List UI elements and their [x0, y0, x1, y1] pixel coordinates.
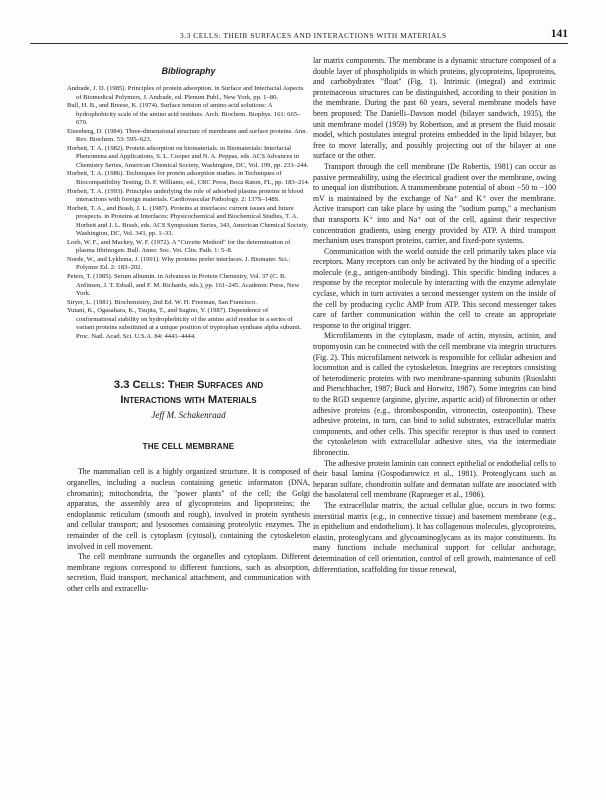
section-heading — [67, 378, 310, 408]
reference-entry: Yutani, K., Ogasahara, K., Tsujita, T., and Sugino, Y. (1987). Dependence of conformational stability on hydrophobicity of the amino acid residue in a series of variant proteins substituted at a unique position of tryptophan synthase alpha subunit. Proc. Natl. Acad. Sci. U.S.A. 84: 4441–4444. — [67, 307, 302, 340]
running-head: 3.3 CELLS: THEIR SURFACES AND INTERACTIONS WITH MATERIALS — [180, 31, 447, 40]
right-body-text — [313, 56, 556, 575]
left-body-text — [67, 467, 310, 594]
body-paragraph: The cell membrane surrounds the organelles and cytoplasm. Different membrane regions correspond to different functions, such as absorption, secretion, fluid transport, mechanical attachment, and communication with other cells and extracellu- — [67, 552, 310, 593]
reference-entry: Horbett, T. A. (1993). Principles underlying the role of adsorbed plasma proteins in blood interactions with foreign materials. Cardiovascular Pathology. 2: 137S–148S. — [67, 187, 304, 204]
bibliography-list — [67, 85, 310, 341]
page-header — [30, 29, 568, 44]
section-heading-line-1: 3.3 Cells: Their Surfaces and — [113, 379, 264, 392]
reference-entry: Horbett, T. A., and Brash, J. L. (1987). Proteins at interfaces: current issues and future prospects. in Proteins at Interfaces: Physicochemical and Biochemical Studies, T. A. Horbett and J. L. Brash, eds. ACS Symposium Series, 343, American Chemical Society, Washington, DC, Vol. 343, pp. 1–33. — [67, 204, 308, 238]
body-paragraph: Transport through the cell membrane (De Robertis, 1981) can occur as passive permeability, using the electrical gradient over the membrane, owing to unequal ion distribution. A transmembrane potential of about −50 to −100 mV is maintained by the exchange of Na⁺ and K⁺ over the membrane. Active transport can take place by using the "sodium pump," a mechanism that transports K⁺ into and Na⁺ out of the cell, against their respective concentration gradients, using energy provided by ATP. A third transport mechanism uses transport proteins, carrier, and fixed-pore systems. — [313, 161, 556, 246]
reference-entry: Stryer, L. (1981). Biochemistry, 2nd Ed. W. H. Freeman, San Francisco. — [67, 298, 257, 306]
section-heading-line-2: Interactions with Materials — [120, 394, 257, 407]
right-column — [313, 56, 556, 575]
body-paragraph: Communication with the world outside the cell primarily takes place via receptors. Many receptors can only be activated by the binding of a specific molecule (e.g., antigen-antibody binding). This specific binding induces a response by the receptor molecule by interacting with the enzyme adenylate cyclase, which in turn activates a second messenger system on the inside of the cell by producing cyclic AMP from ATP. This second messenger takes care of farther communication within the cell to create an appropriate response to the original trigger. — [313, 246, 556, 330]
reference-entry: Horbett, T. A. (1986). Techniques for protein adsorption studies. in Techniques of Biocompatibility Testing, D. F. Williams, ed., CRC Press, Boca Raton, FL, pp. 183–214. — [67, 170, 310, 187]
reference-entry: Peters, T. (1985). Serum albumin. in Advances in Protein Chemistry, Vol. 37 (C. B. Anfinsen, J. T. Edsall, and F. M. Richards, eds.), pp. 161–245. Academic Press, New York. — [67, 273, 300, 298]
left-column — [67, 56, 310, 595]
body-paragraph: The extracellular matrix, the actual cellular glue, occurs in two forms: interstitial matrix (e.g., in connective tissue) and basement membrane (e.g., in epithelium and endothelium). It has collagenous molecules, glycoproteins, elastin, proteoglycans and glycoaminoglycans as its major constituents. Its many functions include mechanical support for cellular anchorage, determination of cell orientation, control of cell growth, maintenance of cell differentiation, scaffolding for tissue renewal, — [313, 500, 556, 574]
reference-entry: Norde, W., and Lyklema, J. (1991). Why proteins prefer interfaces. J. Biomater. Sci.: Polymer Ed. 2: 183–202. — [67, 255, 291, 272]
subsection-heading: THE CELL MEMBRANE — [142, 442, 235, 452]
body-paragraph: Microfilaments in the cytoplasm, made of actin, myosin, actinin, and tropomyosin can be connected with the cell membrane via integrin structures (Fig. 2). This microfilament network is responsible for cellular adhesion and locomotion and is called the cytoskeleton. Integrins are receptors consisting of heterodimeric proteins with two membrane-spanning subunits (Ruoslahti and Pierschbacher, 1987; Buck and Horwitz, 1987). Some integrins can bind to the RGD sequence (arginine, glycine, aspartic acid) of fibronectin or other adhesive proteins (e.g., thrombospondin, vitronectin, osteopontin). These adhesive proteins, in turn, can bind to solid substrates, extracellular matrix components, and other cells. This specific receptor is thus used to connect the cytoskeleton with extracellular adhesive sites, via the intermediate fibronectin. — [313, 331, 556, 457]
bibliography-heading: Bibliography — [161, 66, 216, 76]
page-number: 141 — [550, 28, 568, 40]
reference-entry: Andrade, J. D. (1985). Principles of protein adsorption. in Surface and Interfacial Aspects of Biomedical Polymers, J. Andrade, ed. Plenum Publ., New York, pp. 1–80. — [67, 85, 304, 101]
reference-entry: Loeb, W. F., and Mackey, W. F. (1972). A "Cuvette Method" for the determination of plasma fibrinogen. Bull. Amer. Soc. Vet. Clin. Path. 1: 5–8. — [67, 238, 291, 255]
reference-entry: Eisenberg, D. (1984). Three-dimensional structure of membrane and surface proteins. Ann. Rev. Biochem. 53: 595–623. — [67, 127, 308, 144]
body-paragraph: The mammalian cell is a highly organized structure. It is composed of organelles, including a nucleus containing genetic informaton (DNA, chromatin); mitochondria, the "power plants" of the cell; the Golgi apparatus, the assembly area of glycoproteins and lipoproteins; the endoplasmic reticulum (smooth and rough), involved in protein synthesis and cellular transport; and lysosomes containing proteolytic enzymes. The remainder of the cell is cytoplasm (cytosol), containing the cytoskeleton involved in cell movement. — [67, 467, 310, 551]
section-author: Jeff M. Schakenraad — [151, 410, 226, 421]
body-paragraph: The adhesive protein laminin can connect epithelial or endothelial cells to their basal lamina (Gospodarowicz et al., 1981). Proteoglycans such as heparan sulfate, chondroitin sulfate and dermatan sulfate are associated with the basolateral cell membrane (Rapraeger et al., 1986). — [313, 458, 556, 500]
body-paragraph: lar matrix components. The membrane is a dynamic structure composed of a double layer of phospholipids in which proteins, glycoproteins, lipoproteins, and carbohydrates "float" (Fig. 1). Intrinsic (integral) and extrinsic proteinaceous structures can be distinguished, according to their position in the membrane. During the past 60 years, several membrane models have been proposed: The Danielli–Davson model (bilayer sandwich, 1935), the unit membrane model (1959) by Robertson, and at present the fluid mosaic model, which postulates integral proteins embedded in the lipid bilayer, but free to move laterally, and possibly projecting out of the bilayer at one surface or the other. — [313, 56, 556, 161]
reference-entry: Horbett, T. A. (1982). Protein adsorption on biomaterials. in Biomaterials: Interfacial Phenomena and Applications, S. L. Cooper and N. A. Peppas, eds. ACS Advances in Chemistry Series, American Chemical Society, Washington, DC, Vol. 199, pp. 233–244. — [67, 144, 309, 169]
reference-entry: Bull, H. B., and Breese, K. (1974). Surface tension of amino acid solutions: A hydrophobicity scale of the amino acid residues. Arch. Biochem. Biophys. 161: 665–670. — [67, 102, 301, 127]
